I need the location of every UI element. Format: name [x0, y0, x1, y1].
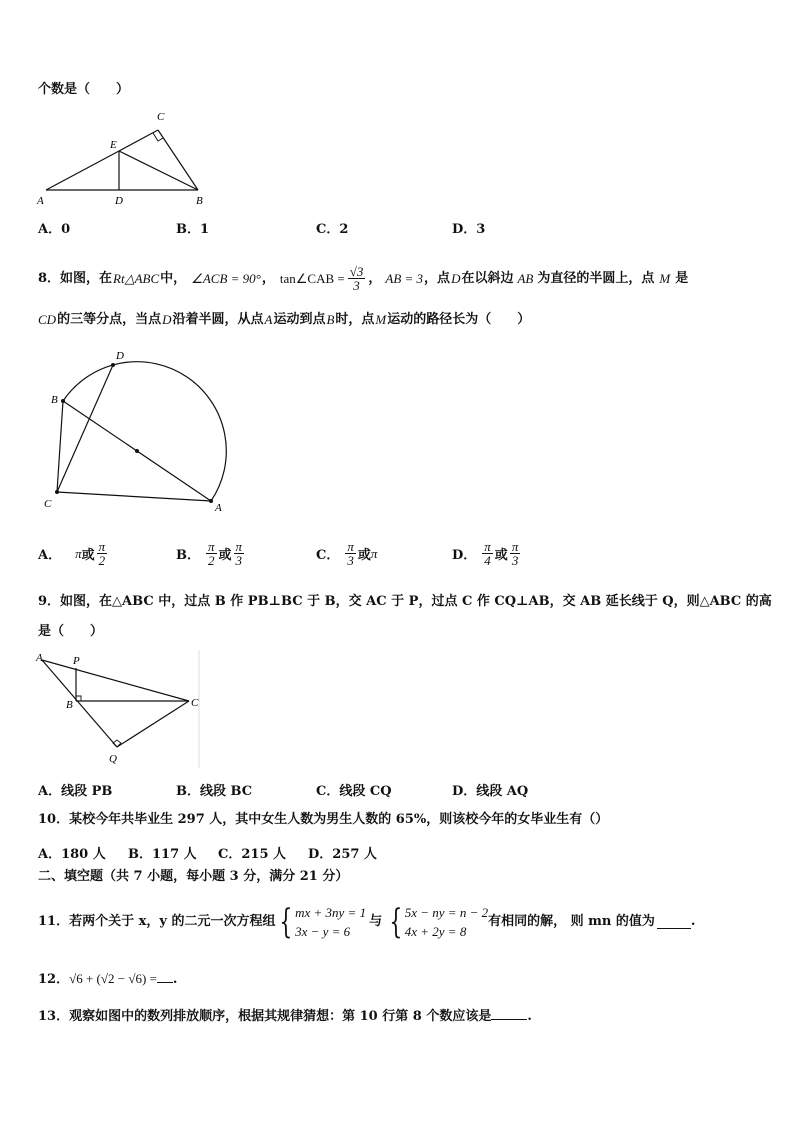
- q11-answer-blank[interactable]: [657, 916, 691, 929]
- q8-option-b-frac1: [206, 540, 217, 567]
- q11-text-post: 有相同的解， 则 mn 的值为: [488, 914, 655, 929]
- q12-answer-blank[interactable]: [157, 970, 173, 983]
- q7-label-b: B: [196, 195, 203, 207]
- q9-option-b: B．线段 BC: [176, 784, 253, 799]
- q8-text-1: 8．如图，在: [38, 270, 113, 286]
- q8-option-d-den1: 4: [484, 553, 491, 568]
- q11-line: [38, 899, 695, 945]
- q8-option-d-or: 或: [494, 548, 508, 563]
- q8-ab: AB: [517, 270, 534, 286]
- q8-text-10: 时，点: [335, 312, 375, 327]
- q8-text-8: 沿着半圆，从点: [172, 312, 264, 327]
- q8-comma-1: ，: [261, 270, 275, 286]
- q8-point-d: D: [451, 270, 461, 286]
- q7-option-a: A．0: [38, 222, 71, 237]
- q9-line1: 9．如图，在△ABC 中，过点 B 作 PB⊥BC 于 B，交 AC 于 P，过点 C 作 CQ⊥AB，交 AB 延长线于 Q，则△ABC 的高: [38, 594, 772, 609]
- q8-line2: [38, 312, 530, 328]
- q8-label-d: D: [116, 350, 124, 362]
- q7-label-e: E: [110, 139, 117, 151]
- q8-point-a: A: [264, 312, 273, 327]
- section-2-heading: 二、填空题（共 7 小题，每小题 3 分，满分 21 分）: [38, 869, 349, 884]
- q7-label-a: A: [37, 195, 44, 207]
- q8-option-c-den: 3: [347, 553, 354, 568]
- q8-text-5: 为直径的半圆上，点: [537, 270, 655, 286]
- q8-option-d-num1: π: [484, 539, 491, 554]
- q8-text-3: ，点: [424, 270, 451, 286]
- q8-triangle: Rt△ABC: [113, 270, 160, 286]
- q11-system-2: [385, 903, 488, 941]
- q11-sys2-eq2: 4x + 2y = 8: [404, 924, 467, 939]
- q9-label-p: P: [73, 655, 80, 667]
- q8-label-c: C: [44, 498, 52, 510]
- q8-text-4: 在以斜边: [461, 270, 514, 286]
- q11-brace-2: {: [389, 902, 403, 942]
- q11-brace-1: {: [279, 902, 293, 942]
- q11-end: .: [690, 914, 696, 929]
- q10-option-d: D．257 人: [308, 847, 377, 862]
- q8-option-d-label: D．: [452, 548, 477, 563]
- q8-text-11: 运动的路径长为（ ）: [387, 312, 531, 327]
- q8-option-b-den1: 2: [208, 553, 215, 568]
- q9-option-a: A．线段 PB: [38, 784, 113, 799]
- q9-label-b: B: [66, 699, 73, 711]
- q8-option-a-label: A．: [38, 548, 62, 563]
- q8-option-a-val1: π: [75, 545, 82, 561]
- q11-sys1-eq1: mx + 3ny = 1: [295, 905, 367, 920]
- q11-text-mid: 与: [369, 914, 383, 929]
- q9-figure: [34, 650, 206, 768]
- q9-label-a: A: [36, 652, 43, 664]
- q8-option-c-val2: π: [370, 545, 378, 561]
- q12-text-pre: 12．: [38, 972, 70, 987]
- q10-text: 10．某校今年共毕业生 297 人，其中女生人数为男生人数的 65%，则该校今年的女毕业生有（）: [38, 812, 609, 827]
- q12-end: .: [172, 972, 178, 987]
- q11-text-pre: 11．若两个关于 x，y 的二元一次方程组: [38, 914, 276, 929]
- q8-option-c-frac: [345, 540, 356, 567]
- q8-point-m: M: [659, 270, 671, 286]
- q8-frac-num: √3: [349, 264, 364, 279]
- q8-tan: tan∠CAB =: [279, 270, 345, 286]
- q8-point-m-2: M: [375, 312, 387, 327]
- q8-label-b: B: [51, 394, 58, 406]
- q10-option-a: A．180 人: [38, 847, 106, 862]
- q9-option-c: C．线段 CQ: [316, 784, 392, 799]
- q7-label-d: D: [115, 195, 123, 207]
- q8-label-a: A: [215, 502, 222, 514]
- q8-option-d-frac2: [510, 540, 521, 567]
- q13-text: 13．观察如图中的数列排放顺序，根据其规律猜想：第 10 行第 8 个数应该是: [38, 1009, 492, 1024]
- q8-option-a-or: 或: [81, 548, 95, 563]
- q8-point-d-2: D: [162, 312, 172, 327]
- q9-option-d: D．线段 AQ: [452, 784, 529, 799]
- q8-option-b-num2: π: [235, 539, 243, 554]
- q8-angle: ∠ACB = 90°: [191, 270, 261, 286]
- q12-line: [38, 970, 177, 988]
- q7-option-b: B．1: [176, 222, 210, 237]
- q8-option-d: [452, 540, 522, 567]
- q8-option-c-num: π: [347, 539, 354, 554]
- q7-figure: [36, 108, 211, 208]
- q8-option-b-num1: π: [208, 539, 215, 554]
- q8-option-d-num2: π: [511, 539, 519, 554]
- q10-option-b: B．117 人: [128, 847, 197, 862]
- q9-label-q: Q: [109, 753, 117, 765]
- q8-option-c-label: C．: [316, 548, 340, 563]
- q8-option-a-num: π: [98, 539, 106, 554]
- q8-frac-den: 3: [353, 278, 360, 293]
- q13-answer-blank[interactable]: [491, 1007, 527, 1020]
- q8-figure: [38, 345, 248, 515]
- q8-text-9: 运动到点: [273, 312, 326, 327]
- q8-option-d-frac1: [482, 540, 493, 567]
- q11-sys1-eq2: 3x − y = 6: [295, 924, 351, 939]
- q10-option-c: C．215 人: [218, 847, 287, 862]
- q12-expression: √6 + (√2 − √6) =: [69, 971, 157, 986]
- q8-option-c-or: 或: [357, 548, 371, 563]
- q7-tail-text: 个数是（ ）: [38, 82, 130, 97]
- q8-cd: CD: [38, 312, 57, 327]
- q8-option-b: [176, 540, 246, 567]
- q7-option-c: C．2: [316, 222, 349, 237]
- q8-option-b-label: B．: [176, 548, 200, 563]
- q8-option-b-or: 或: [218, 548, 232, 563]
- q11-sys2-eq1: 5x − ny = n − 2: [404, 905, 489, 920]
- q9-label-c: C: [191, 697, 199, 709]
- q8-option-a: [38, 540, 109, 567]
- q8-line1: [38, 265, 688, 292]
- q9-line2: 是（ ）: [38, 624, 104, 639]
- q11-system-1: [275, 903, 366, 941]
- q8-option-c: [316, 540, 377, 567]
- q8-text-7: 的三等分点，当点: [57, 312, 162, 327]
- q7-option-d: D．3: [452, 222, 486, 237]
- q8-option-b-frac2: [234, 540, 245, 567]
- q8-text-6: 是: [675, 270, 689, 286]
- q8-option-a-frac: [97, 540, 108, 567]
- q13-line: [38, 1007, 532, 1025]
- q13-end: .: [527, 1009, 532, 1024]
- q8-ab-length: AB = 3: [385, 270, 424, 286]
- q8-option-b-den2: 3: [235, 553, 243, 568]
- q8-option-a-den: 2: [98, 553, 106, 568]
- q8-text-2: 中，: [160, 270, 187, 286]
- q7-label-c: C: [157, 111, 165, 123]
- q8-option-d-den2: 3: [511, 553, 519, 568]
- q8-comma-2: ，: [368, 270, 382, 286]
- q8-point-b: B: [326, 312, 335, 327]
- q8-tan-fraction: [348, 265, 366, 292]
